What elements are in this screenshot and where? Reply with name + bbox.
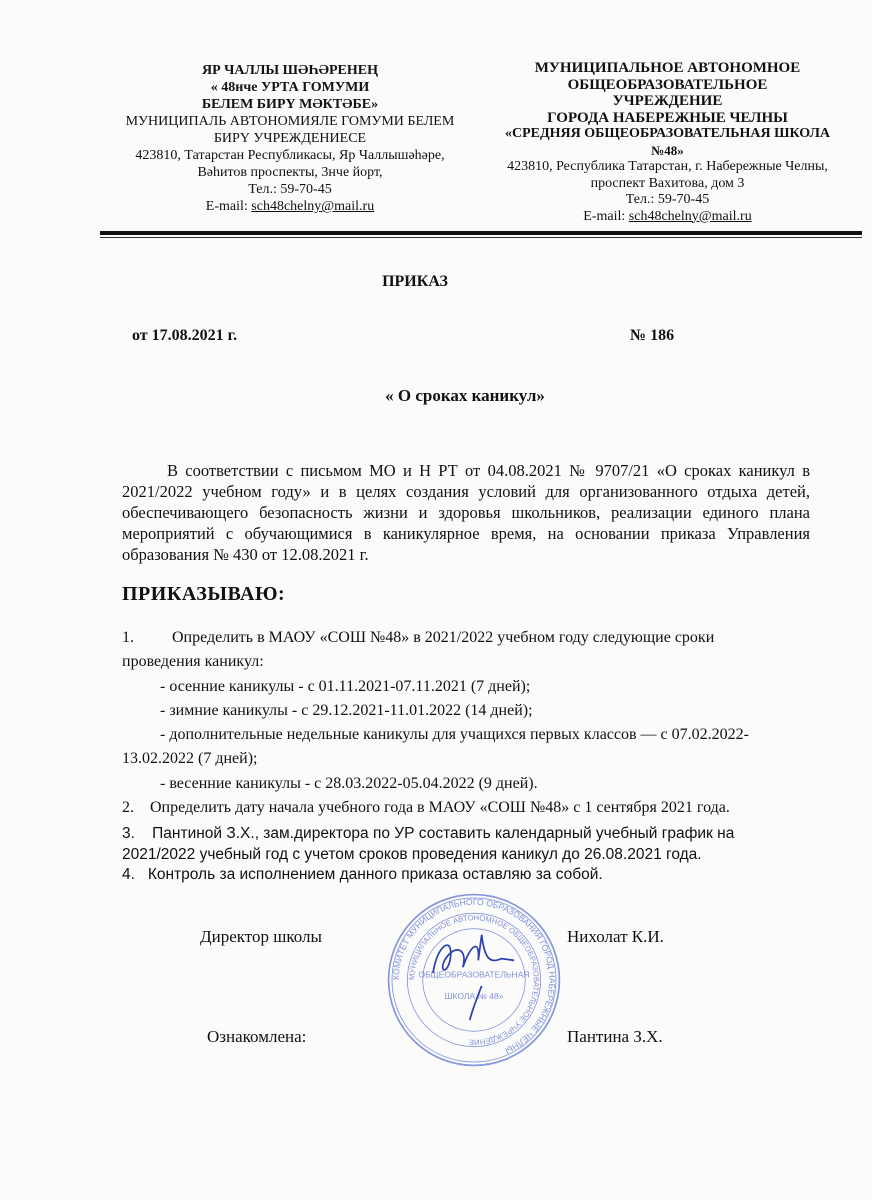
header-divider-thick (100, 231, 862, 235)
header-line: ОБЩЕОБРАЗОВАТЕЛЬНОЕ (567, 76, 768, 93)
header-line: 423810, Республика Татарстан, г. Набережные Челны, (507, 159, 828, 174)
order-heading: ПРИКАЗЫВАЮ: (122, 583, 286, 605)
director-label: Директор школы (200, 927, 322, 946)
document-type: ПРИКАЗ (382, 273, 448, 290)
holiday-winter: - зимние каникулы - с 29.12.2021-11.01.2022 (14 дней); (160, 701, 533, 719)
email-link[interactable]: sch48chelny@mail.ru (251, 199, 375, 214)
official-stamp (386, 892, 562, 1068)
order-items-continued (122, 824, 822, 886)
item-1 (122, 626, 812, 650)
header-line: Тел.: 59-70-45 (625, 192, 710, 207)
email-label: E-mail: (205, 199, 252, 214)
order-date: от 17.08.2021 г. (132, 327, 238, 344)
header-right-russian (475, 60, 860, 225)
header-line: БЕЛЕМ БИРҮ МӘКТӘБЕ» (201, 97, 379, 112)
item-3: 3. Пантиной З.Х., зам.директора по УР составить календарный учебный график на (122, 825, 735, 842)
stamp-lettering (391, 897, 557, 1056)
stamp-center-2: ШКОЛА № 48» (444, 990, 504, 1001)
holiday-first-grade-cont: 13.02.2022 (7 дней); (122, 750, 258, 768)
holiday-autumn: - осенние каникулы - с 01.11.2021-07.11.2021 (7 дней); (160, 677, 531, 695)
holiday-spring: - весенние каникулы - с 28.03.2022-05.04.2022 (9 дней). (160, 774, 538, 792)
item-text: Определить в МАОУ «СОШ №48» в 2021/2022 учебном году следующие сроки (172, 629, 715, 646)
header-line: Тел.: 59-70-45 (248, 182, 332, 197)
header-line: №48» (651, 142, 684, 158)
header-line: БИРҮ УЧРЕЖДЕНИЕСЕ (213, 131, 367, 146)
header-line: ГОРОДА НАБЕРЕЖНЫЕ ЧЕЛНЫ (547, 109, 788, 126)
header-divider-thin (100, 237, 862, 238)
header-line: « 48нче УРТА ГОМУМИ (210, 80, 370, 95)
email-line (475, 209, 860, 226)
email-link[interactable]: sch48chelny@mail.ru (628, 208, 752, 224)
order-number: № 186 (630, 327, 675, 344)
item-number: 1. (122, 629, 134, 646)
item-3-continuation: 2021/2022 учебный год с учетом сроков проведения каникул до 26.08.2021 года. (122, 845, 702, 863)
email-line (105, 198, 475, 215)
stamp-outer-text: КОМИТЕТ МУНИЦИПАЛЬНОГО ОБРАЗОВАНИЯ ГОРОД НАБЕРЕЖНЫЕ ЧЕЛНЫ (390, 896, 558, 1056)
holiday-first-grade: - дополнительные недельные каникулы для учащихся первых классов — с 07.02.2022- (160, 726, 749, 744)
preamble-paragraph: В соответствии с письмом МО и Н РТ от 04.08.2021 № 9707/21 «О сроках каникул в 2021/2022 учебном году» и в целях создания условий для организованного отдыха детей, обеспечивающего безопасность жизни и здоровья школьников, реализации единого плана мероприятий с обучающимися в каникулярное время, на основании приказа Управления образования № 430 от 12.08.2021 г. (122, 461, 810, 564)
header-line: Вәһитов проспекты, 3нче йорт, (197, 165, 383, 180)
header-line: МУНИЦИПАЛЬ АВТОНОМИЯЛЕ ГОМУМИ БЕЛЕМ (125, 114, 455, 129)
order-items (122, 626, 812, 820)
email-label: E-mail: (583, 208, 629, 224)
item-4: 4. Контроль за исполнением данного приказа оставляю за собой. (122, 866, 603, 883)
header-line: проспект Вахитова, дом 3 (590, 175, 745, 191)
item-2: 2. Определить дату начала учебного года в МАОУ «СОШ №48» с 1 сентября 2021 года. (122, 799, 730, 817)
order-subject: « О сроках каникул» (385, 386, 545, 405)
header-line: УЧРЕЖДЕНИЕ (612, 93, 723, 109)
director-name: Нихолат К.И. (567, 927, 664, 946)
stamp-inner-text: МУНИЦИПАЛЬНОЕ АВТОНОМНОЕ ОБЩЕОБРАЗОВАТЕЛЬНОЕ УЧРЕЖДЕНИЕ (407, 913, 541, 1047)
stamp-center-1: ОБЩЕОБРАЗОВАТЕЛЬНАЯ (418, 969, 530, 980)
svg-text:МУНИЦИПАЛЬНОЕ АВТОНОМНОЕ ОБЩЕО (407, 913, 541, 1047)
header-line: МУНИЦИПАЛЬНОЕ АВТОНОМНОЕ (534, 60, 801, 76)
acknowledged-name: Пантина З.Х. (567, 1027, 663, 1046)
header-line: 423810, Татарстан Республикасы, Яр Чаллышәһәре, (135, 148, 445, 163)
item-1-continuation: проведения каникул: (122, 653, 264, 671)
header-line: «СРЕДНЯЯ ОБЩЕОБРАЗОВАТЕЛЬНАЯ ШКОЛА (504, 126, 831, 141)
acknowledged-label: Ознакомлена: (207, 1027, 307, 1046)
header-left-tatar (105, 62, 475, 215)
header-line: ЯР ЧАЛЛЫ ШӘҺӘРЕНЕҢ (202, 63, 378, 78)
